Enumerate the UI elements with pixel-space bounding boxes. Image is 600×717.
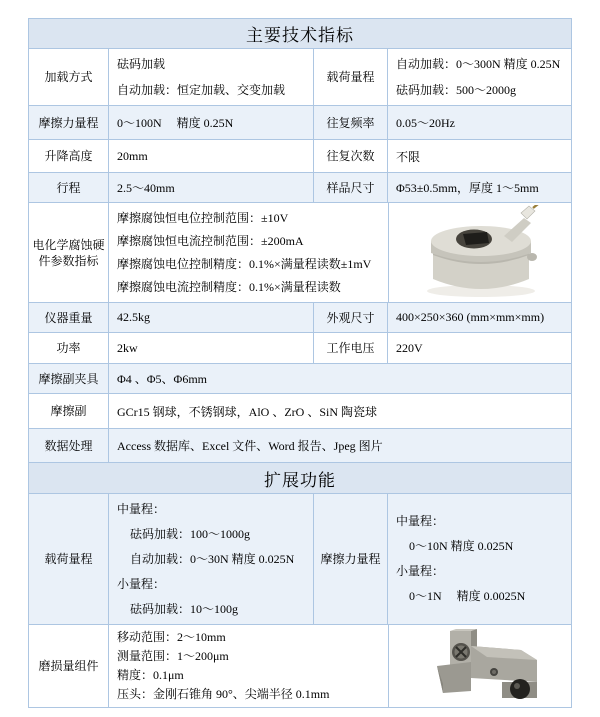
- row-label: 外观尺寸: [314, 303, 388, 332]
- table-row-electrochemical: [29, 203, 571, 303]
- row-value: 0～100N 精度 0.25N: [109, 106, 314, 139]
- spec-table: [28, 18, 572, 708]
- table-row-ext-load-range: [29, 494, 571, 625]
- value-line: 测量范围：1～200μm: [117, 649, 229, 663]
- row-value: Access 数据库、Excel 文件、Word 报告、Jpeg 图片: [117, 439, 383, 453]
- value-line: 摩擦腐蚀电位控制精度：0.1%×满量程读数±1mV: [117, 256, 372, 271]
- row-label: 载荷量程: [29, 494, 109, 624]
- row-label: 电化学腐蚀硬件参数指标: [29, 203, 109, 302]
- table-row-fixture: [29, 364, 571, 394]
- wear-component-photo: [389, 625, 571, 707]
- value-line: 移动范围：2～10mm: [117, 630, 226, 644]
- row-value: [109, 203, 389, 302]
- row-value: 220V: [396, 340, 423, 355]
- value-line: 砝码加载：100～1000g: [130, 526, 251, 541]
- extended-section-title: 扩展功能: [264, 470, 336, 490]
- value-line: 0～10N 精度 0.025N: [409, 539, 514, 553]
- table-row-power: [29, 333, 571, 364]
- table-row-weight: [29, 303, 571, 333]
- value-line: 小量程：: [117, 576, 166, 591]
- value-line: 自动加载：恒定加载、交变加载: [117, 83, 286, 97]
- electrochemical-cell-image: [395, 205, 565, 301]
- wear-component-image: [400, 627, 560, 705]
- row-label: 摩擦力量程: [29, 106, 109, 139]
- row-value: 0.05～20Hz: [396, 116, 455, 130]
- row-label: 升降高度: [29, 140, 109, 172]
- value-line: 砝码加载: [117, 57, 166, 71]
- row-label: 摩擦力量程: [314, 494, 388, 624]
- row-value: Φ53±0.5mm，厚度 1～5mm: [396, 181, 539, 195]
- row-label: 仪器重量: [29, 303, 109, 332]
- row-label: 行程: [29, 173, 109, 202]
- row-label: 往复频率: [314, 106, 388, 139]
- table-row-loading-method: [29, 49, 571, 106]
- row-label: 摩擦副夹具: [29, 364, 109, 393]
- value-line: 摩擦腐蚀恒电流控制范围：±200mA: [117, 233, 304, 248]
- row-label: 往复次数: [314, 140, 388, 172]
- main-section-header: [29, 19, 571, 49]
- value-line: 砝码加载：10～100g: [130, 601, 239, 616]
- row-value: 20mm: [109, 140, 314, 172]
- table-row-friction-range: [29, 106, 571, 140]
- table-row-lift-height: [29, 140, 571, 173]
- table-row-data-processing: [29, 429, 571, 463]
- row-label: 加载方式: [29, 49, 109, 105]
- row-label: 磨损量组件: [29, 625, 109, 707]
- value-line: 小量程：: [396, 564, 445, 578]
- value-line: 砝码加载：500～2000g: [396, 83, 517, 97]
- row-value: [109, 625, 389, 707]
- row-value: 400×250×360 (mm×mm×mm): [396, 310, 545, 324]
- row-value: [388, 49, 571, 105]
- value-line: 中量程：: [396, 514, 445, 528]
- extended-section-header: [29, 463, 571, 494]
- value-line: 摩擦腐蚀电流控制精度：0.1%×满量程读数: [117, 279, 341, 294]
- row-value: 42.5kg: [109, 303, 314, 332]
- row-value: Φ4 、Φ5、Φ6mm: [117, 372, 207, 386]
- row-label: 样品尺寸: [314, 173, 388, 202]
- electrochemical-cell-photo: [389, 203, 571, 302]
- row-label: 数据处理: [29, 429, 109, 462]
- row-value: [388, 494, 571, 624]
- row-label: 功率: [29, 333, 109, 363]
- value-line: 摩擦腐蚀恒电位控制范围：±10V: [117, 210, 289, 225]
- row-value: [109, 49, 314, 105]
- row-value: 2kw: [109, 333, 314, 363]
- value-line: 自动加载：0～30N 精度 0.025N: [130, 551, 295, 566]
- row-value: [109, 494, 314, 624]
- main-section-title: 主要技术指标: [246, 26, 354, 45]
- table-row-wear-component: [29, 625, 571, 707]
- value-line: 精度：0.1μm: [117, 668, 184, 682]
- value-line: 压头：金刚石锥角 90°、尖端半径 0.1mm: [117, 687, 330, 701]
- value-line: 中量程：: [117, 501, 166, 516]
- row-label: 工作电压: [314, 333, 388, 363]
- table-row-friction-pair: [29, 394, 571, 429]
- value-line: 自动加载：0～300N 精度 0.25N: [396, 57, 561, 71]
- row-value: GCr15 钢球，不锈钢球，AlO 、ZrO 、SiN 陶瓷球: [117, 404, 377, 419]
- table-row-stroke: [29, 173, 571, 203]
- value-line: 0～1N 精度 0.0025N: [409, 589, 526, 603]
- row-label: 载荷量程: [314, 49, 388, 105]
- row-label: 摩擦副: [29, 394, 109, 428]
- row-value: 不限: [396, 149, 421, 164]
- row-value: 2.5～40mm: [109, 173, 314, 202]
